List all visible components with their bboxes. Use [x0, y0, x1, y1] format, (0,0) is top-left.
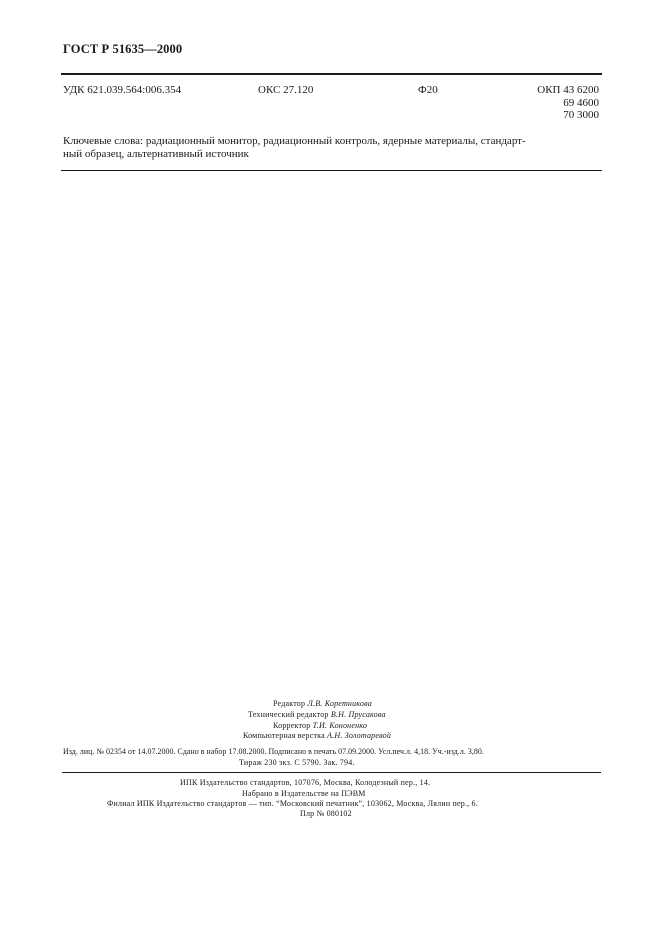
credit-name: А.Н. Золотаревой	[327, 731, 392, 740]
keywords-line: Ключевые слова: радиационный монитор, радиационный контроль, ядерные материалы, стандарт-	[63, 135, 526, 147]
credit-role: Компьютерная верстка	[243, 731, 325, 740]
keywords-line: ный образец, альтернативный источник	[63, 148, 249, 160]
credit-role: Технический редактор	[248, 710, 329, 719]
credit-name: Т.И. Кононенко	[312, 721, 368, 730]
document-code: ГОСТ Р 51635—2000	[63, 42, 183, 56]
publication-line: Изд. лиц. № 02354 от 14.07.2000. Сдано в набор 17.08.2000. Подписано в печать 07.09.2000. Усл.печ.л. 4,18. Уч.-изд.л. 3,80.	[63, 747, 484, 756]
footer-line: ИПК Издательство стандартов, 107076, Москва, Колодезный пер., 14.	[180, 778, 431, 787]
credit-tech-editor	[248, 710, 386, 721]
okp-codes	[527, 84, 599, 122]
credit-corrector	[273, 721, 367, 732]
okp-line: 70 3000	[563, 109, 599, 121]
top-divider	[61, 73, 602, 75]
credit-role: Редактор	[273, 699, 306, 708]
footer-divider	[62, 772, 601, 773]
footer-line: Набрано в Издательстве на ПЭВМ	[242, 789, 366, 798]
publication-line: Тираж 230 экз. С 5790. Зак. 794.	[239, 758, 355, 767]
credit-role: Корректор	[273, 721, 311, 730]
credit-name: Л.В. Коретникова	[307, 699, 372, 708]
okp-line: ОКП 43 6200	[537, 84, 599, 96]
udk-code: УДК 621.039.564:006.354	[63, 84, 182, 96]
keywords	[63, 135, 601, 161]
footer-line: Филиал ИПК Издательство стандартов — тип. “Московский печатник”, 103062, Москва, Лялин пер., 6.	[107, 799, 478, 808]
credit-editor	[273, 699, 372, 710]
keywords-divider	[61, 170, 602, 171]
f-code: Ф20	[418, 84, 438, 96]
okp-line: 69 4600	[563, 96, 599, 109]
footer-line: Плр № 080102	[300, 809, 352, 818]
oks-code: ОКС 27.120	[258, 84, 314, 96]
credit-layout	[243, 731, 391, 742]
credit-name: В.Н. Прусакова	[330, 710, 386, 719]
